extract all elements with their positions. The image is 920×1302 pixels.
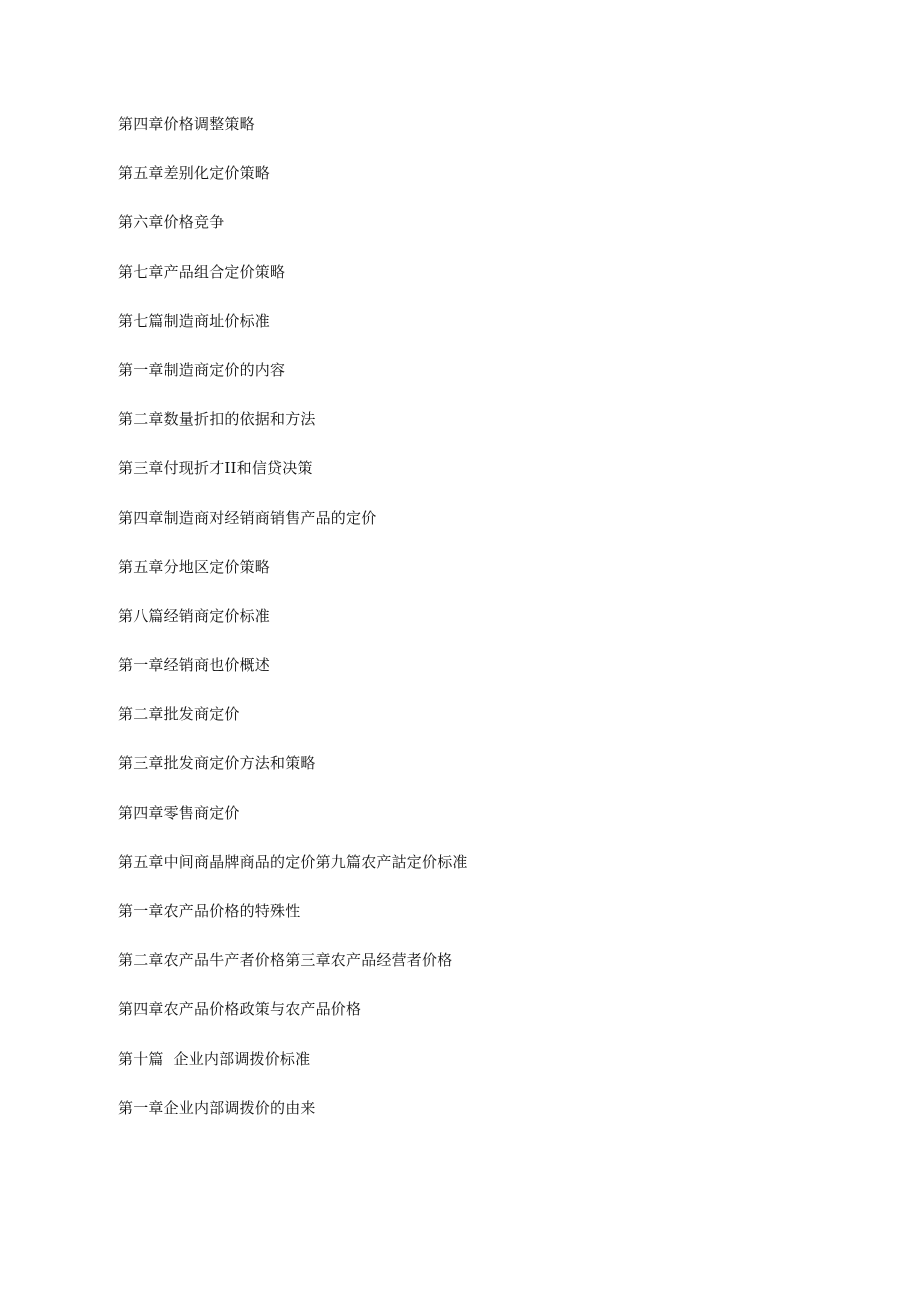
- toc-line: 第六章价格竞争: [118, 213, 225, 232]
- toc-line: 第四章零售商定价: [118, 803, 240, 822]
- toc-line: 第七篇制造商址价标准: [118, 311, 271, 330]
- toc-line: 第一章制造商定价的内容: [118, 360, 286, 379]
- toc-line: 第一章农产品价格的特殊性: [118, 902, 301, 920]
- toc-line: 第二章数量折扣的依据和方法: [118, 410, 316, 429]
- toc-line: 第五章中间商晶牌商品的定价第九篇农产詁定价标准: [118, 852, 468, 871]
- toc-line: 第三章付现折才II和信贷决策: [118, 459, 313, 478]
- toc-line: 第二章农产品牛产者价格第三章农产品经营者价格: [118, 951, 453, 970]
- toc-line: 第一章经销商也价概述: [118, 656, 271, 675]
- toc-line: 第五章差别化定价策略: [118, 164, 271, 183]
- toc-line: 第四章价格调整策略: [118, 115, 255, 133]
- toc-line: 第五章分地区定价策略: [118, 557, 271, 576]
- toc-line: 第三章批发商定价方法和策略: [118, 754, 316, 773]
- toc-line: 第四章制造商对经销商销售产品的定价: [118, 508, 377, 527]
- toc-line: 第七章产品组合定价策略: [118, 262, 286, 281]
- toc-line: 第八篇经销商定价标准: [118, 606, 271, 625]
- table-of-contents: [118, 113, 468, 1146]
- toc-line: 第二章批发商定价: [118, 705, 240, 724]
- toc-line: 第四章农产品价格政策与农产品价格: [118, 1000, 362, 1019]
- toc-line: 第一章企业内部调拨价的由来: [118, 1098, 316, 1117]
- toc-line: 第十篇 企业内部调拨价标准: [118, 1049, 311, 1068]
